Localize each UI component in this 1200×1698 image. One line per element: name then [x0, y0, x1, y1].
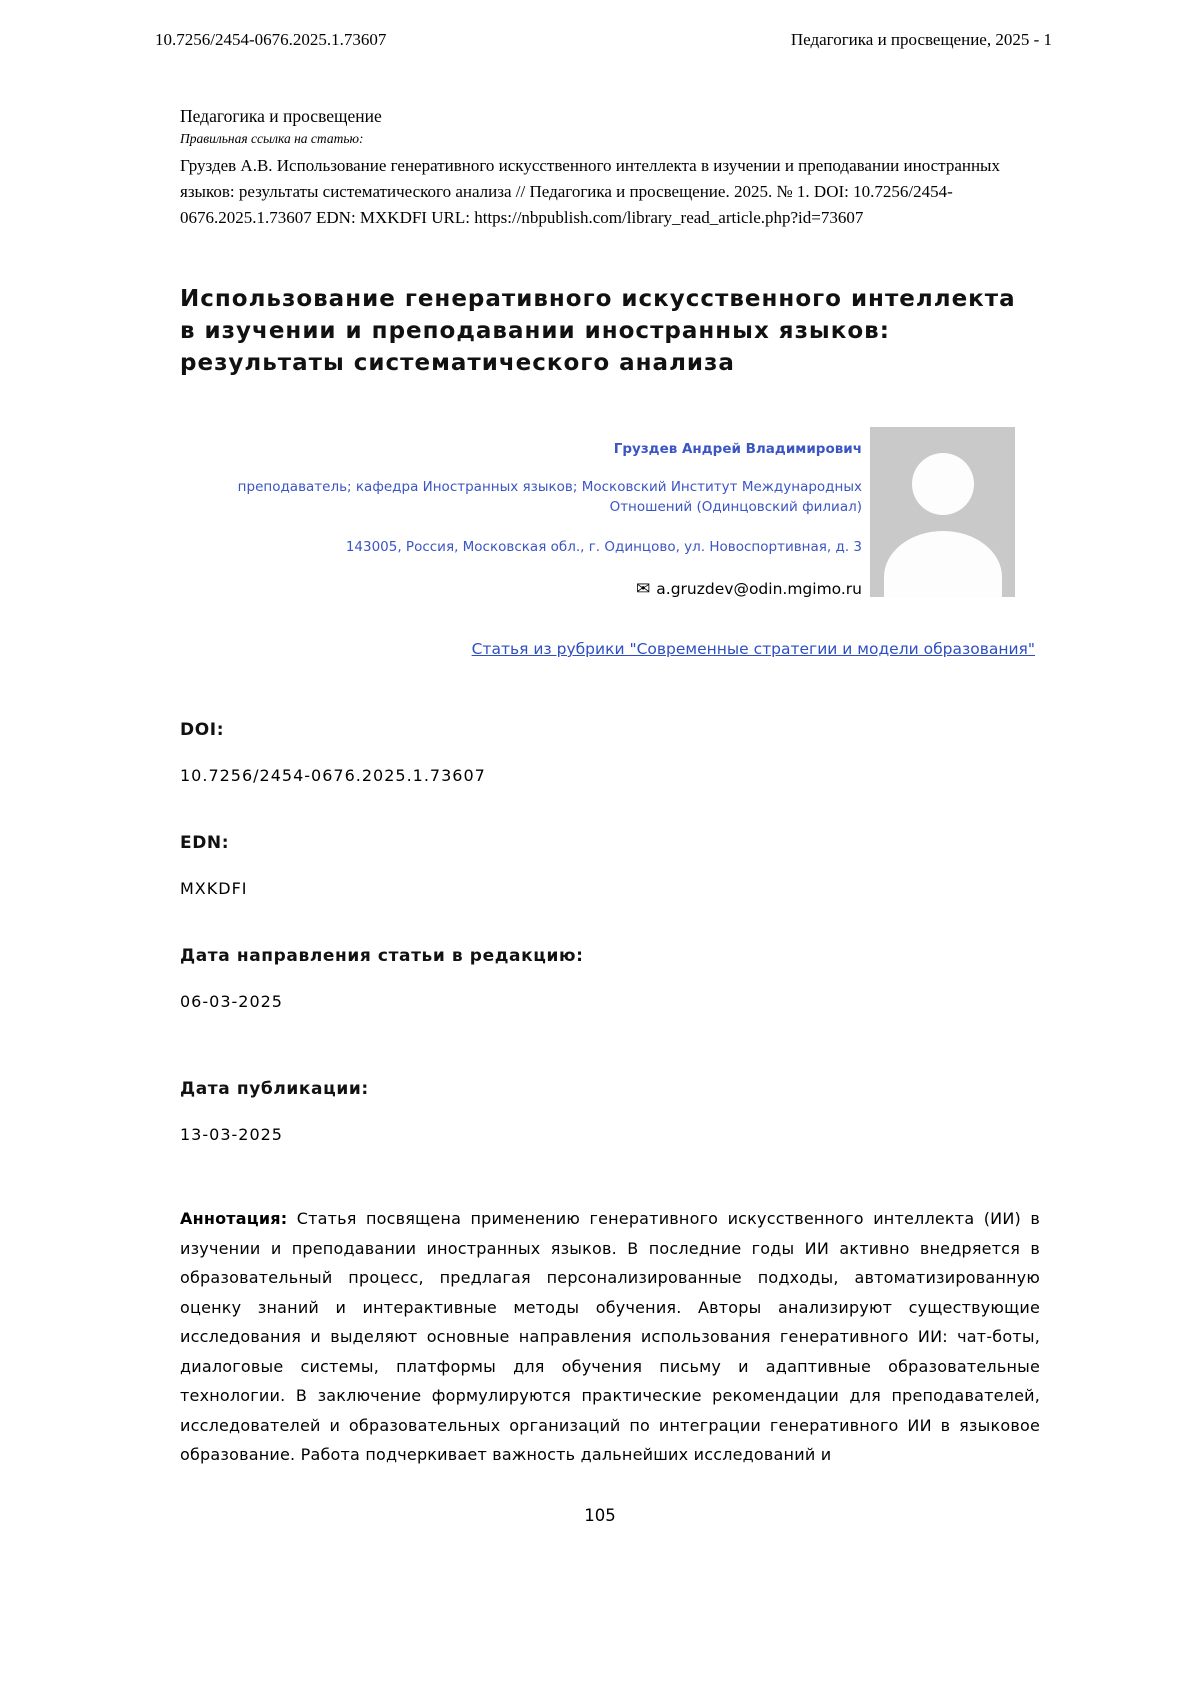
author-section — [180, 427, 1015, 599]
abstract — [180, 1204, 1040, 1470]
running-head-journal-issue: Педагогика и просвещение, 2025 - 1 — [790, 30, 1052, 49]
author-email: a.gruzdev@odin.mgimo.ru — [656, 580, 862, 598]
envelope-icon: ✉ — [636, 579, 651, 599]
person-shoulders-icon — [884, 531, 1002, 597]
author-affiliation: преподаватель; кафедра Иностранных языков; Московский Институт Международных Отношений (Одинцовский филиал) — [237, 479, 862, 515]
publication-date-label: Дата публикации: — [180, 1079, 369, 1099]
author-address: 143005, Россия, Московская обл., г. Одинцово, ул. Новоспортивная, д. 3 — [345, 539, 862, 555]
doi-label: DOI: — [180, 720, 225, 740]
publication-date-value: 13-03-2025 — [180, 1125, 283, 1144]
submission-date-value: 06-03-2025 — [180, 992, 283, 1011]
journal-name: Педагогика и просвещение — [180, 106, 382, 126]
author-info — [180, 427, 870, 599]
person-icon — [912, 453, 974, 515]
abstract-label: Аннотация: — [180, 1209, 288, 1228]
citation-label: Правильная ссылка на статью: — [180, 131, 364, 146]
running-head — [0, 0, 1200, 50]
running-head-doi: 10.7256/2454-0676.2025.1.73607 — [155, 30, 387, 49]
author-email-row — [180, 555, 862, 599]
article-title: Использование генеративного искусственного интеллекта в изучении и преподавании иностранных языков: результаты систематического анализа — [180, 286, 1016, 376]
abstract-text: Статья посвящена применению генеративного искусственного интеллекта (ИИ) в изучении и преподавании иностранных языков. В последние годы ИИ активно внедряется в образовательный процесс, предлагая персонализированные подходы, автоматизированную оценку знаний и интерактивные методы обучения. Авторы анализируют существующие исследования и выделяют основные направления использования генеративного ИИ: чат-боты, диалоговые системы, платформы для обучения письму и адаптивные образовательные технологии. В заключение формулируются практические рекомендации для преподавателей, исследователей и образовательных организаций по интеграции генеративного ИИ в языковое образование. Работа подчеркивает важность дальнейших исследований и — [180, 1209, 1040, 1464]
author-email-link[interactable] — [636, 579, 862, 599]
doi-value: 10.7256/2454-0676.2025.1.73607 — [180, 766, 486, 785]
citation-block — [180, 106, 1040, 231]
rubric-link[interactable]: Статья из рубрики "Современные стратегии и модели образования" — [471, 640, 1035, 658]
edn-label: EDN: — [180, 833, 230, 853]
author-avatar — [870, 427, 1015, 597]
citation-text: Груздев А.В. Использование генеративного искусственного интеллекта в изучении и преподавании иностранных языков: результаты систематического анализа // Педагогика и просвещение. 2025. № 1. DOI: 10.7256/2454-0676.2025.1.73607 EDN: MXKDFI URL: https://nbpublish.com/library_read_article.php?id=73607 — [180, 156, 1000, 227]
edn-value: MXKDFI — [180, 879, 248, 898]
rubric-row — [180, 639, 1035, 658]
author-name: Груздев Андрей Владимирович — [613, 441, 862, 457]
page-number: 105 — [584, 1506, 616, 1525]
submission-date-label: Дата направления статьи в редакцию: — [180, 946, 584, 966]
